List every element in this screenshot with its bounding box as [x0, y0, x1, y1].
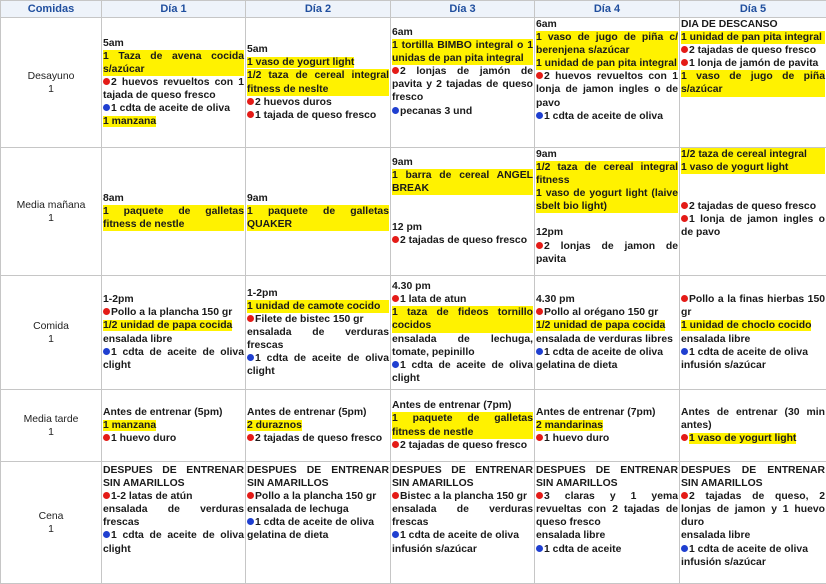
cell-line: 1 cdta de aceite — [544, 543, 622, 555]
cell-line: 1 cdta de aceite de oliva — [689, 543, 808, 555]
cell-line: ensalada de lechuga — [247, 504, 349, 516]
cell-line: Pollo a la plancha 150 gr — [255, 491, 377, 503]
blue-dot-icon — [536, 112, 543, 119]
cell-line: 4.30 pm — [392, 281, 431, 293]
cell-line: ensalada libre — [536, 530, 606, 542]
cell-line: 1 cdta de aceite de oliva clight — [103, 530, 244, 555]
cell-line: Antes de entrenar (7pm) — [392, 400, 512, 412]
cell-line: ensalada libre — [681, 530, 751, 542]
red-dot-icon — [536, 308, 543, 315]
cell-desayuno-dia3 — [391, 18, 535, 148]
cell-media-manana-dia4 — [535, 148, 680, 276]
row-media-manana — [1, 148, 826, 276]
blue-dot-icon — [536, 545, 543, 552]
cell-line: infusión s/azúcar — [681, 359, 766, 371]
cell-line: 2 mandarinas — [536, 419, 603, 431]
cell-line: 2 tajadas de queso fresco — [689, 45, 817, 57]
red-dot-icon — [681, 202, 688, 209]
cell-line: 2 tajadas de queso fresco — [400, 235, 528, 247]
cell-line: 1 manzana — [103, 116, 157, 128]
cell-line: 1 cdta de aceite de oliva — [255, 517, 374, 529]
cell-line: 1 unidad de camote cocido — [247, 300, 389, 313]
cell-line: 5am — [103, 37, 124, 49]
cell-line: 1 cdta de aceite de oliva — [544, 346, 663, 358]
cell-line: 12 pm — [392, 222, 423, 234]
cell-line: 2 huevos revueltos con 1 lonja de jamon ingles o de pavo — [536, 71, 678, 109]
cell-line: 2 tajadas de queso fresco — [689, 201, 817, 213]
cell-line: 1 cdta de aceite de oliva — [689, 346, 808, 358]
meal-label: Desayuno 1 — [1, 18, 102, 148]
cell-line: 6am — [392, 27, 413, 38]
cell-line: 1-2pm — [103, 294, 134, 306]
cell-line: Pollo a la finas hierbas 150 gr — [681, 294, 825, 319]
cell-line: 9am — [536, 149, 557, 160]
cell-media-tarde-dia1 — [102, 390, 246, 462]
red-dot-icon — [103, 492, 110, 499]
cell-line: 1 cdta de aceite de oliva clight — [247, 353, 389, 378]
red-dot-icon — [681, 295, 688, 302]
cell-line: 1-2pm — [247, 287, 278, 299]
blue-dot-icon — [681, 545, 688, 552]
cell-cena-dia4 — [535, 462, 680, 584]
red-dot-icon — [247, 98, 254, 105]
cell-line: 2 tajadas de queso fresco — [400, 439, 528, 451]
cell-line: 1 lonja de jamon ingles o de pavo — [681, 214, 825, 239]
cell-line: Pollo a la plancha 150 gr — [111, 307, 233, 319]
cell-media-tarde-dia4 — [535, 390, 680, 462]
header-dia-4: Día 4 — [535, 1, 680, 18]
blue-dot-icon — [103, 104, 110, 111]
row-desayuno — [1, 18, 826, 148]
red-dot-icon — [681, 46, 688, 53]
row-cena — [1, 462, 826, 584]
cell-line: 1 paquete de galletas QUAKER — [247, 205, 389, 231]
header-dia-5: Día 5 — [680, 1, 826, 18]
cell-line: 1 vaso de jugo de piña c/ berenjena s/azúcar — [536, 32, 678, 57]
cell-line: ensalada de verduras frescas — [392, 504, 533, 529]
cell-line: DESPUES DE ENTRENAR SIN AMARILLOS — [392, 465, 533, 490]
cell-media-manana-dia3 — [391, 148, 535, 276]
cell-line: DESPUES DE ENTRENAR SIN AMARILLOS — [247, 465, 389, 490]
header-dia-3: Día 3 — [391, 1, 535, 18]
red-dot-icon — [681, 59, 688, 66]
cell-line: 1 vaso de yogurt light — [247, 57, 355, 69]
cell-line: 6am — [536, 19, 557, 30]
red-dot-icon — [247, 315, 254, 322]
cell-media-manana-dia5 — [680, 148, 826, 276]
cell-line: DESPUES DE ENTRENAR SIN AMARILLOS — [536, 465, 678, 490]
cell-line: Antes de entrenar (30 min antes) — [681, 406, 825, 431]
cell-line: Pollo al orégano 150 gr — [544, 307, 659, 319]
cell-line: 1/2 unidad de papa cocida — [103, 320, 233, 332]
cell-line: 2 lonjas de jamon de pavita — [536, 240, 678, 265]
cell-line: 1 unidad de choclo cocido — [681, 320, 812, 332]
header-row — [1, 1, 826, 18]
cell-line: 1 vaso de jugo de piña s/azúcar — [681, 71, 825, 96]
cell-cena-dia3 — [391, 462, 535, 584]
red-dot-icon — [392, 67, 399, 74]
cell-line: 1 cdta de aceite de oliva — [544, 110, 663, 122]
header-comidas: Comidas — [1, 1, 102, 18]
header-dia-1: Día 1 — [102, 1, 246, 18]
cell-line: 2 huevos duros — [255, 96, 332, 108]
blue-dot-icon — [392, 107, 399, 114]
cell-comida-dia5 — [680, 276, 826, 390]
cell-line: 1 lata de atun — [400, 294, 467, 306]
row-media-tarde — [1, 390, 826, 462]
cell-line: 12pm — [536, 227, 564, 239]
cell-line: 1/2 unidad de papa cocida — [536, 320, 666, 332]
cell-line: 1 vaso de yogurt light (laive sbelt bio light) — [536, 188, 678, 213]
cell-line: 1 unidad de pan pita integral — [536, 58, 677, 70]
red-dot-icon — [536, 72, 543, 79]
cell-line: Filete de bistec 150 gr — [255, 313, 364, 325]
cell-line: 1 cdta de aceite de oliva — [400, 530, 519, 542]
cell-comida-dia3 — [391, 276, 535, 390]
cell-line: DIA DE DESCANSO — [681, 19, 778, 30]
cell-desayuno-dia4 — [535, 18, 680, 148]
cell-line: 2 duraznos — [247, 419, 302, 431]
cell-cena-dia5 — [680, 462, 826, 584]
cell-desayuno-dia1 — [102, 18, 246, 148]
red-dot-icon — [536, 434, 543, 441]
cell-media-tarde-dia2 — [246, 390, 391, 462]
cell-line: 1 tortilla BIMBO integral o 1 unidas de pan pita integral — [392, 40, 533, 65]
red-dot-icon — [536, 492, 543, 499]
blue-dot-icon — [392, 361, 399, 368]
red-dot-icon — [681, 492, 688, 499]
blue-dot-icon — [681, 348, 688, 355]
cell-line: 1 cdta de aceite de oliva clight — [392, 359, 533, 384]
cell-line: 1 huevo duro — [544, 433, 610, 445]
cell-line: Antes de entrenar (5pm) — [103, 406, 223, 418]
cell-comida-dia4 — [535, 276, 680, 390]
cell-line: 2 tajadas de queso fresco — [255, 433, 383, 445]
cell-desayuno-dia2 — [246, 18, 391, 148]
blue-dot-icon — [247, 354, 254, 361]
cell-line: 1/2 taza de cereal integral fitness — [536, 162, 678, 187]
cell-line: 2 tajadas de queso, 2 lonjas de jamon y 1 huevo duro — [681, 491, 825, 529]
cell-media-manana-dia1 — [102, 148, 246, 276]
cell-line: 1 Taza de avena cocida s/azúcar — [103, 50, 244, 75]
cell-media-tarde-dia3 — [391, 390, 535, 462]
cell-comida-dia2 — [246, 276, 391, 390]
cell-line: ensalada de verduras libres — [536, 333, 673, 345]
red-dot-icon — [103, 78, 110, 85]
cell-comida-dia1 — [102, 276, 246, 390]
cell-line: 1 barra de cereal ANGEL BREAK — [392, 170, 533, 195]
meal-label: Media tarde 1 — [1, 390, 102, 462]
header-dia-2: Día 2 — [246, 1, 391, 18]
red-dot-icon — [536, 242, 543, 249]
cell-line: ensalada libre — [103, 333, 173, 345]
cell-line: Antes de entrenar (5pm) — [247, 406, 367, 418]
red-dot-icon — [681, 215, 688, 222]
cell-media-manana-dia2 — [246, 148, 391, 276]
cell-line: 1 vaso de yogurt light — [689, 433, 797, 445]
cell-line: 1 unidad de pan pita integral — [681, 31, 825, 44]
red-dot-icon — [247, 492, 254, 499]
cell-line: DESPUES DE ENTRENAR SIN AMARILLOS — [103, 465, 244, 490]
cell-line: 1 tajada de queso fresco — [255, 109, 377, 121]
red-dot-icon — [103, 434, 110, 441]
cell-desayuno-dia5 — [680, 18, 826, 148]
cell-line: ensalada de verduras frescas — [247, 326, 389, 352]
cell-line: gelatina de dieta — [247, 530, 329, 542]
blue-dot-icon — [536, 348, 543, 355]
meal-label: Media mañana 1 — [1, 148, 102, 276]
cell-line: 4.30 pm — [536, 294, 575, 306]
cell-line: 2 huevos revueltos con 1 tajada de queso fresco — [103, 76, 244, 102]
cell-line: ensalada de verduras frescas — [103, 504, 244, 529]
cell-line: 1 huevo duro — [111, 433, 177, 445]
red-dot-icon — [392, 492, 399, 499]
cell-line: 1 paquete de galletas fitness de nestle — [103, 205, 244, 231]
cell-line: 1 taza de fideos tornillo cocidos — [392, 307, 533, 332]
red-dot-icon — [392, 441, 399, 448]
row-comida — [1, 276, 826, 390]
cell-line: ensalada de lechuga, tomate, pepinillo — [392, 333, 533, 358]
cell-line: 1-2 latas de atún — [111, 491, 193, 503]
cell-cena-dia1 — [102, 462, 246, 584]
red-dot-icon — [247, 434, 254, 441]
cell-line: DESPUES DE ENTRENAR SIN AMARILLOS — [681, 465, 825, 490]
blue-dot-icon — [103, 531, 110, 538]
cell-line: 3 claras y 1 yema revueltas con 2 tajadas de queso fresco — [536, 491, 678, 529]
cell-line: 9am — [247, 192, 268, 204]
cell-line: 8am — [103, 192, 124, 204]
cell-line: 2 lonjas de jamón de pavita y 2 tajadas de queso fresco — [392, 66, 533, 104]
cell-line: 1 vaso de yogurt light — [681, 161, 825, 174]
cell-line: infusión s/azúcar — [392, 543, 477, 555]
cell-line: 1/2 taza de cereal integral — [681, 148, 825, 161]
red-dot-icon — [392, 295, 399, 302]
cell-line: Antes de entrenar (7pm) — [536, 406, 656, 418]
red-dot-icon — [247, 111, 254, 118]
meal-label: Cena 1 — [1, 462, 102, 584]
cell-cena-dia2 — [246, 462, 391, 584]
cell-line: ensalada libre — [681, 333, 751, 345]
meal-label: Comida 1 — [1, 276, 102, 390]
cell-line: 1/2 taza de cereal integral fitness de neslte — [247, 70, 389, 95]
cell-line: 1 manzana — [103, 419, 157, 431]
red-dot-icon — [103, 308, 110, 315]
cell-line: gelatina de dieta — [536, 359, 618, 371]
blue-dot-icon — [247, 518, 254, 525]
red-dot-icon — [392, 236, 399, 243]
cell-line: 9am — [392, 157, 413, 168]
cell-line: Bistec a la plancha 150 gr — [400, 491, 528, 503]
cell-line: 1 lonja de jamón de pavita — [689, 58, 819, 70]
cell-line: pecanas 3 und — [400, 105, 473, 117]
blue-dot-icon — [103, 348, 110, 355]
cell-line: 5am — [247, 44, 268, 56]
cell-line: 1 cdta de aceite de oliva clight — [103, 346, 244, 371]
cell-line: 1 paquete de galletas fitness de nestle — [392, 413, 533, 438]
red-dot-icon — [681, 434, 688, 441]
cell-line: 1 cdta de aceite de oliva — [111, 103, 230, 115]
cell-media-tarde-dia5 — [680, 390, 826, 462]
blue-dot-icon — [392, 531, 399, 538]
cell-line: infusión s/azúcar — [681, 556, 766, 568]
